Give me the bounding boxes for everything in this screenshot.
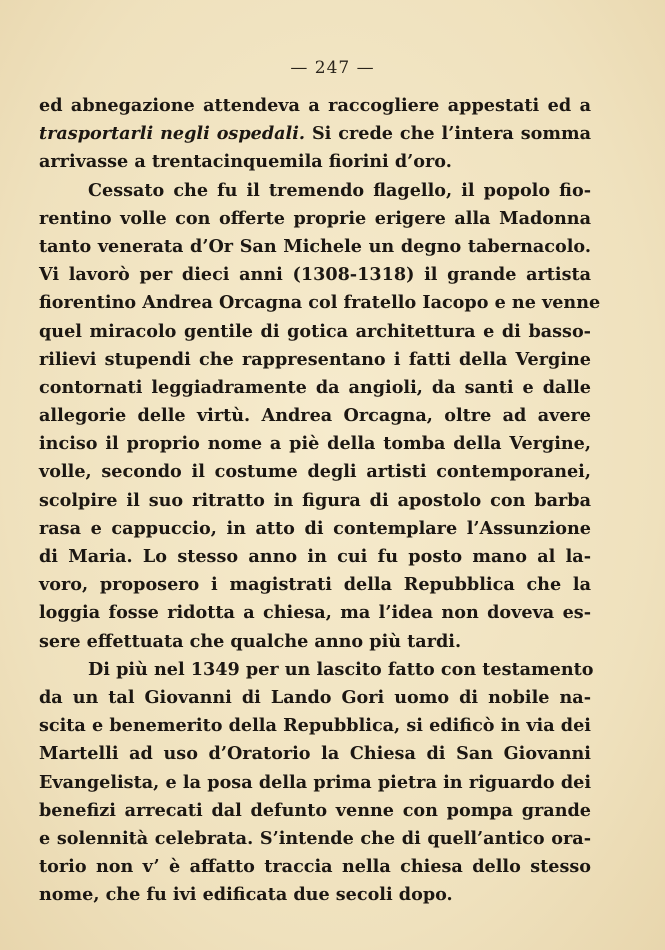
- text-line: rasa e cappuccio, in atto di contemplare l’Assunzione: [39, 517, 591, 539]
- text-line: rilievi stupendi che rappresentano i fatti della Vergine: [39, 348, 591, 370]
- italic-text: trasportarli negli ospedali.: [39, 123, 306, 145]
- text-line: Evangelista, e la posa della prima pietra in riguardo dei: [39, 771, 591, 793]
- text-line: sere effettuata che qualche anno più tardi.: [39, 630, 462, 652]
- text-line: rentino volle con offerte proprie erigere alla Madonna: [39, 207, 591, 229]
- text-line: fiorentino Andrea Orcagna col fratello Iacopo e ne venne: [39, 292, 601, 314]
- text-line: trasportarli negli ospedali. Si crede che l’intera somma: [39, 123, 592, 145]
- text-line: contornati leggiadramente da angioli, da santi e dalle: [39, 376, 591, 398]
- text-line: volle, secondo il costume degli artisti contemporanei,: [39, 461, 591, 483]
- text-line: Di più nel 1349 per un lascito fatto con testamento: [88, 658, 594, 680]
- text-line: arrivasse a trentacinquemila fiorini d’oro.: [39, 151, 452, 173]
- text-line: quel miracolo gentile di gotica architettura e di basso-: [39, 320, 591, 342]
- text-line: di Maria. Lo stesso anno in cui fu posto mano al la-: [39, 546, 591, 567]
- text-line: torio non v’ è affatto traccia nella chiesa dello stesso: [39, 856, 591, 878]
- body-text: [39, 92, 601, 909]
- text-line: ed abnegazione attendeva a raccogliere appestati ed a: [39, 95, 591, 116]
- page-number: — 247 —: [290, 58, 375, 78]
- text-line: benefizi arrecati dal defunto venne con pompa grande: [39, 799, 591, 821]
- text-line: Martelli ad uso d’Oratorio la Chiesa di San Giovanni: [39, 743, 591, 765]
- text-line: inciso il proprio nome a piè della tomba della Vergine,: [39, 433, 591, 455]
- text-line: scita e benemerito della Repubblica, si edificò in via dei: [39, 715, 591, 737]
- text-line: allegorie delle virtù. Andrea Orcagna, oltre ad avere: [39, 405, 591, 427]
- text-line: da un tal Giovanni di Lando Gori uomo di nobile na-: [39, 686, 591, 708]
- text-line: voro, proposero i magistrati della Repubblica che la: [39, 574, 591, 596]
- text-line: e solennità celebrata. S’intende che di quell’antico ora-: [39, 827, 591, 849]
- text-line: tanto venerata d’Or San Michele un degno tabernacolo.: [39, 235, 591, 257]
- text-line: Cessato che fu il tremendo flagello, il popolo fio-: [88, 179, 591, 201]
- text-line: loggia fosse ridotta a chiesa, ma l’idea non doveva es-: [39, 602, 591, 624]
- text-line: Vi lavorò per dieci anni (1308-1318) il grande artista: [39, 264, 591, 286]
- text-line: scolpire il suo ritratto in figura di apostolo con barba: [39, 489, 591, 511]
- text-line: nome, che fu ivi edificata due secoli dopo.: [39, 884, 453, 906]
